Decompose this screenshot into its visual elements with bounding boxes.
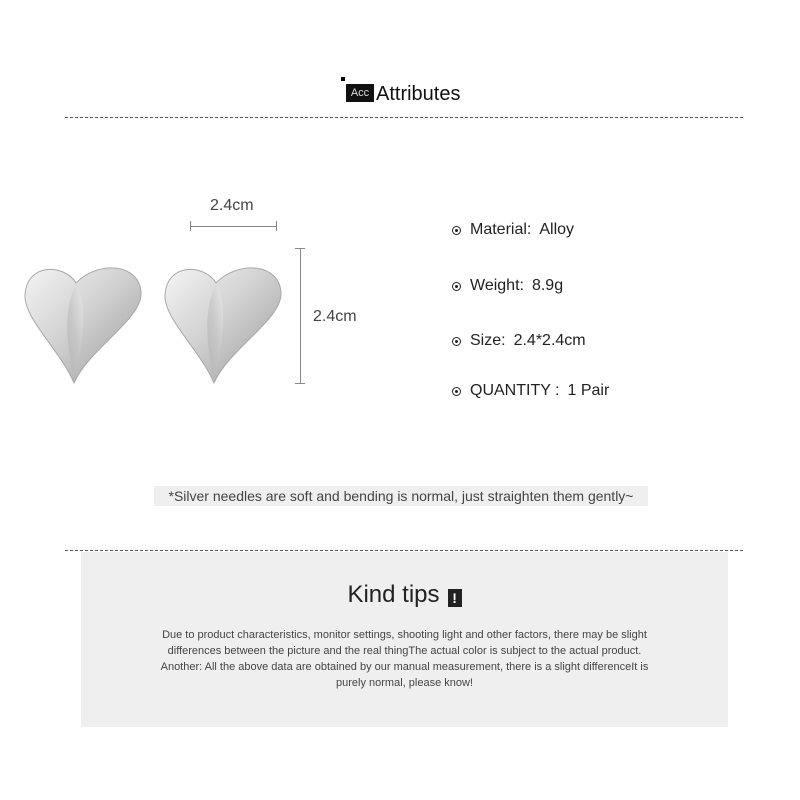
bullet-icon: [452, 337, 461, 346]
kind-tips-title: Kind tips: [347, 581, 440, 608]
attribute-value: 8.9g: [531, 277, 564, 294]
bullet-icon: [452, 226, 461, 235]
attribute-label: Material:: [470, 221, 532, 238]
attribute-label: QUANTITY :: [470, 382, 560, 399]
height-dimension-tick-top: [295, 248, 305, 249]
page-title: Attributes: [376, 83, 461, 105]
tips-line: Due to product characteristics, monitor settings, shooting light and other factors, there may be slight: [162, 629, 647, 641]
right-heart-earring: [165, 268, 281, 383]
attribute-material: [452, 219, 574, 241]
bottom-divider: [65, 550, 743, 551]
attribute-weight: [452, 275, 563, 297]
height-dimension-line: [300, 249, 301, 383]
attribute-size: [452, 330, 586, 352]
attribute-label: Size:: [470, 332, 506, 349]
height-dimension-tick-bottom: [295, 383, 305, 384]
kind-tips-body: [111, 627, 698, 691]
attribute-label: Weight:: [470, 277, 524, 294]
kind-tips-panel: [81, 552, 728, 727]
tips-line: purely normal, please know!: [336, 677, 473, 689]
exclamation-icon: !: [448, 589, 462, 607]
width-dimension-tick-right: [276, 221, 277, 231]
attribute-quantity: [452, 380, 609, 402]
attribute-value: Alloy: [539, 221, 575, 238]
left-heart-earring: [25, 268, 141, 383]
kind-tips-heading: [81, 580, 728, 610]
bullet-icon: [452, 282, 461, 291]
header-square-icon: [341, 77, 345, 81]
width-dimension-tick-left: [190, 221, 191, 231]
width-dimension-label: 2.4cm: [210, 197, 254, 214]
attribute-value: 1 Pair: [567, 382, 610, 399]
top-divider: [65, 117, 743, 118]
attribute-value: 2.4*2.4cm: [513, 332, 586, 349]
tips-line: differences between the picture and the real thingThe actual color is subject to the actual product.: [167, 645, 642, 657]
height-dimension-label: 2.4cm: [313, 308, 357, 325]
care-note: *Silver needles are soft and bending is normal, just straighten them gently~: [154, 486, 648, 506]
width-dimension-line: [191, 226, 277, 227]
heart-earrings-image: [20, 258, 290, 388]
header-badge: Acc: [346, 84, 374, 102]
tips-line: Another: All the above data are obtained by our manual measurement, there is a slight differenceIt is: [160, 661, 649, 673]
bullet-icon: [452, 387, 461, 396]
